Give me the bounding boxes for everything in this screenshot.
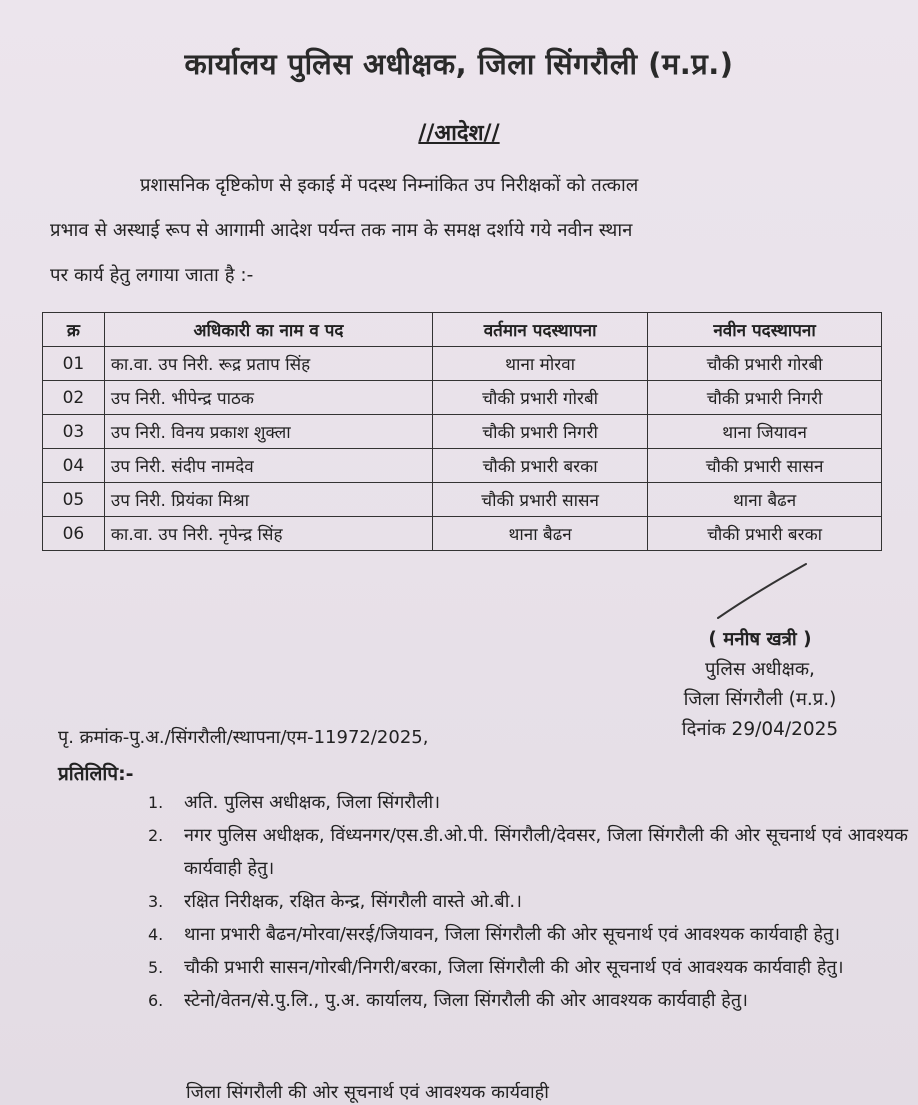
signature-stroke (714, 560, 814, 622)
cell-officer: उप निरी. विनय प्रकाश शुक्ला (104, 415, 432, 449)
table-row (43, 381, 882, 415)
list-item-number: 1. (148, 793, 164, 812)
list-item-text: थाना प्रभारी बैढन/मोरवा/सरई/जियावन, जिला सिंगरौली की ओर सूचनार्थ एवं आवश्यक कार्यवाही हेतु। (184, 924, 841, 945)
cell-officer: का.वा. उप निरी. नृपेन्द्र सिंह (104, 517, 432, 551)
list-item (148, 984, 908, 1017)
postings-table (42, 312, 882, 551)
col-header-serial: क्र (43, 313, 105, 347)
signatory-district: जिला सिंगरौली (म.प्र.) (683, 689, 837, 710)
col-header-officer: अधिकारी का नाम व पद (104, 313, 432, 347)
cell-officer: उप निरी. भीपेन्द्र पाठक (104, 381, 432, 415)
reference-number: पृ. क्रमांक-पु.अ./सिंगरौली/स्थापना/एम-11972/2025, (58, 727, 429, 748)
list-item (148, 918, 908, 951)
list-item-text: स्टेनो/वेतन/से.पु.लि., पु.अ. कार्यालय, जिला सिंगरौली की ओर आवश्यक कार्यवाही हेतु। (184, 990, 748, 1011)
table-row (43, 483, 882, 517)
office-title: कार्यालय पुलिस अधीक्षक, जिला सिंगरौली (म.प्र.) (184, 47, 734, 81)
cell-officer: उप निरी. प्रियंका मिश्रा (104, 483, 432, 517)
list-item-text: अति. पुलिस अधीक्षक, जिला सिंगरौली। (184, 792, 441, 813)
list-item (148, 951, 908, 984)
cell-officer: उप निरी. संदीप नामदेव (104, 449, 432, 483)
order-body (50, 163, 870, 298)
signatory-designation: पुलिस अधीक्षक, (705, 659, 815, 680)
copy-heading: प्रतिलिपि:- (58, 763, 134, 785)
list-item (148, 819, 908, 885)
cell-current-posting: चौकी प्रभारी बरका (433, 449, 648, 483)
list-item-number: 5. (148, 958, 164, 977)
list-item-text: रक्षित निरीक्षक, रक्षित केन्द्र, सिंगरौली वास्ते ओ.बी.। (184, 891, 522, 912)
intro-line-1: प्रशासनिक दृष्टिकोण से इकाई में पदस्थ निम्नांकित उप निरीक्षकों को तत्काल (140, 175, 639, 196)
truncated-line: जिला सिंगरौली की ओर सूचनार्थ एवं आवश्यक कार्यवाही (186, 1082, 549, 1103)
table-row (43, 415, 882, 449)
table-row (43, 449, 882, 483)
cell-current-posting: चौकी प्रभारी सासन (433, 483, 648, 517)
cell-serial: 06 (43, 517, 105, 551)
signatory-name: ( मनीष खत्री ) (708, 629, 812, 650)
cell-current-posting: थाना मोरवा (433, 347, 648, 381)
col-header-new-posting: नवीन पदस्थापना (648, 313, 882, 347)
list-item-text: नगर पुलिस अधीक्षक, विंध्यनगर/एस.डी.ओ.पी. सिंगरौली/देवसर, जिला सिंगरौली की ओर सूचनार्थ एवं आवश्यक कार्यवाही हेतु। (184, 825, 908, 879)
cell-serial: 03 (43, 415, 105, 449)
col-header-current-posting: वर्तमान पदस्थापना (433, 313, 648, 347)
list-item-number: 3. (148, 892, 164, 911)
table-row (43, 517, 882, 551)
cell-current-posting: चौकी प्रभारी निगरी (433, 415, 648, 449)
cell-new-posting: चौकी प्रभारी सासन (648, 449, 882, 483)
cell-new-posting: चौकी प्रभारी गोरबी (648, 347, 882, 381)
cell-current-posting: थाना बैढन (433, 517, 648, 551)
cell-serial: 04 (43, 449, 105, 483)
intro-line-3: पर कार्य हेतु लगाया जाता है :- (50, 265, 254, 286)
order-date: दिनांक 29/04/2025 (681, 719, 839, 740)
list-item-number: 2. (148, 826, 164, 845)
list-item (148, 786, 908, 819)
cell-serial: 02 (43, 381, 105, 415)
list-item-number: 6. (148, 991, 164, 1010)
intro-line-2: प्रभाव से अस्थाई रूप से आगामी आदेश पर्यन्त तक नाम के समक्ष दर्शाये गये नवीन स्थान (50, 220, 633, 241)
signature-block (640, 625, 880, 745)
cell-new-posting: थाना जियावन (648, 415, 882, 449)
cell-new-posting: थाना बैढन (648, 483, 882, 517)
copy-list (148, 786, 908, 1017)
cell-new-posting: चौकी प्रभारी निगरी (648, 381, 882, 415)
order-label: //आदेश// (418, 121, 500, 146)
cell-serial: 05 (43, 483, 105, 517)
cell-serial: 01 (43, 347, 105, 381)
cell-current-posting: चौकी प्रभारी गोरबी (433, 381, 648, 415)
list-item (148, 885, 908, 918)
table-row (43, 347, 882, 381)
list-item-number: 4. (148, 925, 164, 944)
list-item-text: चौकी प्रभारी सासन/गोरबी/निगरी/बरका, जिला सिंगरौली की ओर सूचनार्थ एवं आवश्यक कार्यवाही हेतु। (184, 957, 844, 978)
table-header-row (43, 313, 882, 347)
cell-new-posting: चौकी प्रभारी बरका (648, 517, 882, 551)
cell-officer: का.वा. उप निरी. रूद्र प्रताप सिंह (104, 347, 432, 381)
